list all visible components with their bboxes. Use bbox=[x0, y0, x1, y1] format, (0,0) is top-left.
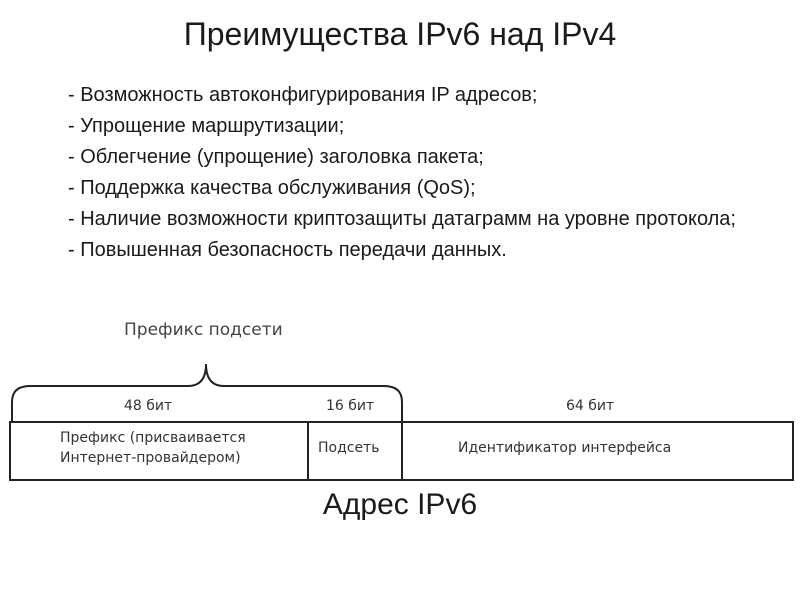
slide-title: Преимущества IPv6 над IPv4 bbox=[183, 16, 617, 52]
list-item: - Поддержка качества обслуживания (QoS); bbox=[68, 177, 476, 199]
bits-label-prefix: 48 бит bbox=[124, 398, 173, 414]
ipv6-address-diagram bbox=[0, 310, 800, 600]
address-structure-graphic bbox=[0, 310, 800, 500]
advantages-list bbox=[28, 80, 758, 266]
list-item: - Наличие возможности криптозащиты датаграмм на уровне протокола; bbox=[68, 208, 736, 230]
bits-label-subnet: 16 бит bbox=[326, 398, 375, 414]
list-item: - Облегчение (упрощение) заголовка пакета; bbox=[68, 146, 484, 168]
list-item: - Возможность автоконфигурирования IP адресов; bbox=[68, 84, 538, 106]
diagram-caption: Адрес IPv6 bbox=[322, 488, 478, 521]
prefix-cell-line: Префикс (присваивается bbox=[60, 430, 246, 446]
subnet-cell: Подсеть bbox=[318, 440, 380, 456]
interface-id-cell: Идентификатор интерфейса bbox=[458, 440, 672, 456]
prefix-label: Префикс подсети bbox=[124, 320, 283, 340]
prefix-cell-line: Интернет-провайдером) bbox=[60, 450, 241, 466]
prefix-cell bbox=[60, 428, 246, 468]
list-item: - Упрощение маршрутизации; bbox=[68, 115, 345, 137]
list-item: - Повышенная безопасность передачи данных. bbox=[68, 239, 507, 261]
bits-label-interface: 64 бит bbox=[566, 398, 615, 414]
